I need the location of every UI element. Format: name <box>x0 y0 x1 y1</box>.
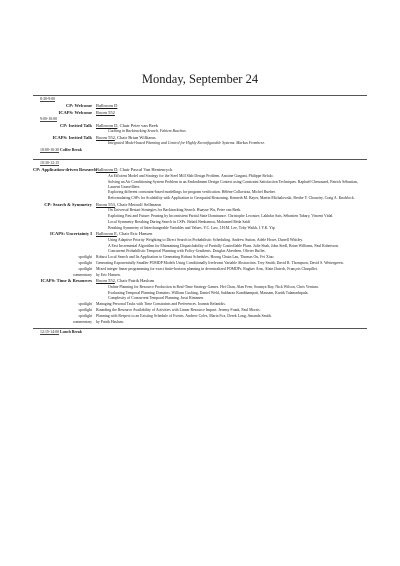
paper-entry <box>33 174 367 179</box>
paper-title: Online Planning for Resource Production in Real-Time Strategy Games. Hei Chan, Alan Fern, Soumya Ray, Nick Wilson, Chris Ventura. <box>108 284 319 289</box>
session-detail <box>96 135 156 141</box>
divider <box>33 328 367 329</box>
session-detail <box>96 103 117 109</box>
room-link[interactable]: Ballroom D <box>96 167 118 173</box>
time-slot <box>40 161 367 166</box>
break-label: Coffee Break <box>60 147 82 152</box>
paper-title: Concurrent Probabilistic Temporal Planning with Policy-Gradients. Douglas Aberdeen, Olivier Buffet. <box>108 249 266 254</box>
paper-title: Breaking Symmetry of Interchangeable Variables and Values. Y.C. Law, J.H.M. Lee, Toby Walsh, J.Y.K. Yip <box>108 225 275 230</box>
session-chair: , Chair Pascal Van Hentenryck <box>117 167 173 173</box>
session-header <box>33 103 367 109</box>
session-header <box>33 202 367 208</box>
paper-title: Planning with Respect to an Existing Schedule of Events. Andrew Coles, Maria Fox, Derek Long, Amanda Smith. <box>96 313 272 318</box>
paper-tag: spotlight <box>78 255 92 260</box>
paper-tag <box>33 238 92 243</box>
time-label: 8:30-9:00 <box>40 97 56 102</box>
paper-title: Integrated Model-based Planning and Control for Highly Reconfigurable Systems. Markus Fromherz. <box>108 141 265 146</box>
session-label: CP: Application-driven Research <box>33 167 97 173</box>
session-header <box>33 110 367 116</box>
paper-title: Generating Exponentially Smaller POMDP Models Using Conditionally Irrelevant Variable Abstraction. Trey Smith, David R. Thompson, David S. Wettergreen. <box>96 261 344 266</box>
time-slot <box>40 117 367 122</box>
paper-title: Robust Local Search and Its Application to Generating Robust Schedules. Hoong Chuin Lau, Thomas Ou, Fei Xiao. <box>96 255 275 260</box>
paper-tag <box>33 285 92 290</box>
paper-tag: spotlight <box>78 302 92 307</box>
paper-tag: spotlight <box>78 308 92 313</box>
session-label: ICAPS: Welcome <box>58 109 92 115</box>
paper-title: Evaluating Temporal Planning Domains. William Cushing, Daniel Weld, Subbarao Kambhampati, Mausam, Kartik Talamadupula. <box>108 290 309 295</box>
paper-entry <box>33 302 367 307</box>
page-title: Monday, September 24 <box>141 72 259 86</box>
paper-entry <box>33 273 367 278</box>
room-link[interactable]: Room 553 <box>96 201 115 207</box>
paper-entry <box>33 208 367 213</box>
divider <box>33 159 367 160</box>
session-label: ICAPS: Uncertainty I <box>50 231 92 237</box>
session-header <box>33 278 367 284</box>
room-link[interactable]: Ballroom E <box>96 231 117 237</box>
session-header <box>33 167 367 173</box>
paper-title: A Fast Incremental Algorithm for Maintaining Dispatchability of Partially Controllable Plans. Julie Shah, John Stedl, Brian Williams, Paul Robertson. <box>108 243 339 248</box>
paper-title: Reformulating CSPs for Scalability with Application to Geospatial Reasoning. Kenneth M. Bayer, Martin Michalowski, Berthe Y. Choueiry, Craig A. Knoblock. <box>108 196 355 201</box>
session-header <box>33 123 367 129</box>
session-label: CP: Welcome <box>65 103 92 109</box>
paper-entry <box>33 196 367 201</box>
paper-tag <box>33 291 92 296</box>
session-detail <box>96 278 154 284</box>
paper-title: Local Symmetry Breaking During Search in CSPs. Belaïd Benhamou, Mohamed Réda Saïdi <box>108 219 251 224</box>
paper-entry <box>33 190 367 195</box>
paper-title: Caching in Backtracking Search. Fahiem Bacchus. <box>108 129 187 134</box>
time-label: 10:00-10:30 <box>40 147 60 152</box>
time-label: 12:15-14:00 <box>40 329 60 334</box>
paper-title: by Eric Hansen. <box>96 272 121 277</box>
paper-entry <box>33 244 367 249</box>
paper-title: Solving an Air Conditioning System Problem in an Embodiment Design Context using Constraint Satisfaction Techniques. Raphaël Chenouard, Patrick Sébastian, Laurent Granvilliers. <box>108 179 358 189</box>
divider <box>33 95 367 96</box>
paper-title: Mixed integer linear programming for exact finite-horizon planning in decentralized POMDPs. Raghav Aras, Alain Dutech, François Charpillet. <box>96 266 318 271</box>
paper-tag: commentary <box>72 272 92 277</box>
paper-entry <box>33 320 367 325</box>
paper-tag <box>33 296 92 301</box>
paper-entry <box>33 261 367 266</box>
paper-title: Exploiting Past and Future: Pruning by Inconsistent Partial State Dominance. Christophe Lecoutre, Lakhdar Sais, Sébastien Tabary, Vincent Vidal. <box>108 214 334 219</box>
paper-title: Complexity of Concurrent Temporal Planning. Jussi Rintanen. <box>108 296 204 301</box>
session-header <box>33 135 367 141</box>
paper-entry <box>33 129 367 134</box>
paper-entry <box>33 249 367 254</box>
room-link[interactable]: Room 552 <box>96 109 115 115</box>
session-label: CP: Search & Symmetry <box>44 201 92 207</box>
session-detail <box>96 231 152 237</box>
paper-title: Exploring different constraint-based modellings for program verification. Hélène Collavizza, Michel Rueher. <box>108 190 276 195</box>
paper-entry <box>33 255 367 260</box>
time-label: 9:00-10:00 <box>40 116 58 121</box>
paper-title: Using Adaptive Priority Weighting to Direct Search in Probabilistic Scheduling. Andrew Sutton, Adele Howe, Darrell Whitley. <box>108 237 303 242</box>
time-slot <box>40 330 367 335</box>
paper-entry <box>33 214 367 219</box>
paper-entry <box>33 285 367 290</box>
paper-entry <box>33 267 367 272</box>
session-detail <box>96 202 161 208</box>
paper-entry <box>33 141 367 146</box>
paper-tag: spotlight <box>78 261 92 266</box>
paper-title: On Universal Restart Strategies for Backtracking Search. Huayue Wu, Peter van Beek. <box>108 208 242 213</box>
room-link[interactable]: Ballroom D <box>96 122 118 128</box>
paper-entry <box>33 220 367 225</box>
paper-title: Bounding the Resource Availability of Activities with Linear Resource Impact. Jeremy Frank, Paul Morris. <box>96 308 261 313</box>
paper-title: Managing Personal Tasks with Time Constraints and Preferences. Ioannis Refanidis. <box>96 302 226 307</box>
session-detail <box>96 123 158 129</box>
session-chair: , Chair Eric Hansen <box>116 231 153 237</box>
session-detail <box>96 167 172 173</box>
paper-tag: spotlight <box>78 266 92 271</box>
room-link[interactable]: Room 552 <box>96 134 115 140</box>
session-chair: , Chair Meinolf Sellmann <box>114 201 161 207</box>
paper-entry <box>33 238 367 243</box>
time-label: 10:30-12:15 <box>40 161 60 166</box>
paper-entry <box>33 226 367 231</box>
session-chair: , Chair Patrik Haslum <box>114 278 155 284</box>
session-header <box>33 231 367 237</box>
session-chair: , Chair Brian Williams <box>114 134 156 140</box>
paper-tag: spotlight <box>78 313 92 318</box>
session-label: ICAPS: Time & Resources <box>40 278 92 284</box>
paper-entry <box>33 308 367 313</box>
paper-entry <box>33 314 367 319</box>
session-chair: , Chair Peter van Beek <box>117 122 158 128</box>
paper-entry <box>33 291 367 296</box>
paper-title: by Patrik Haslum. <box>96 319 124 324</box>
paper-tag <box>33 244 92 249</box>
room-link[interactable]: Room 552 <box>96 278 115 284</box>
paper-tag: commentary <box>72 319 92 324</box>
paper-title: An Efficient Model and Strategy for the Steel Mill Slab Design Problem. Antoine Gargani, Philippe Refalo. <box>108 173 274 178</box>
paper-entry <box>33 180 367 190</box>
paper-entry <box>33 296 367 301</box>
paper-tag <box>33 249 92 254</box>
session-label: CP: Invited Talk <box>59 122 92 128</box>
session-label: ICAPS: Invited Talk <box>52 134 92 140</box>
time-slot <box>40 97 367 102</box>
session-detail <box>96 110 115 116</box>
room-link[interactable]: Ballroom D <box>96 103 118 109</box>
break-label: Lunch Break <box>60 329 82 334</box>
